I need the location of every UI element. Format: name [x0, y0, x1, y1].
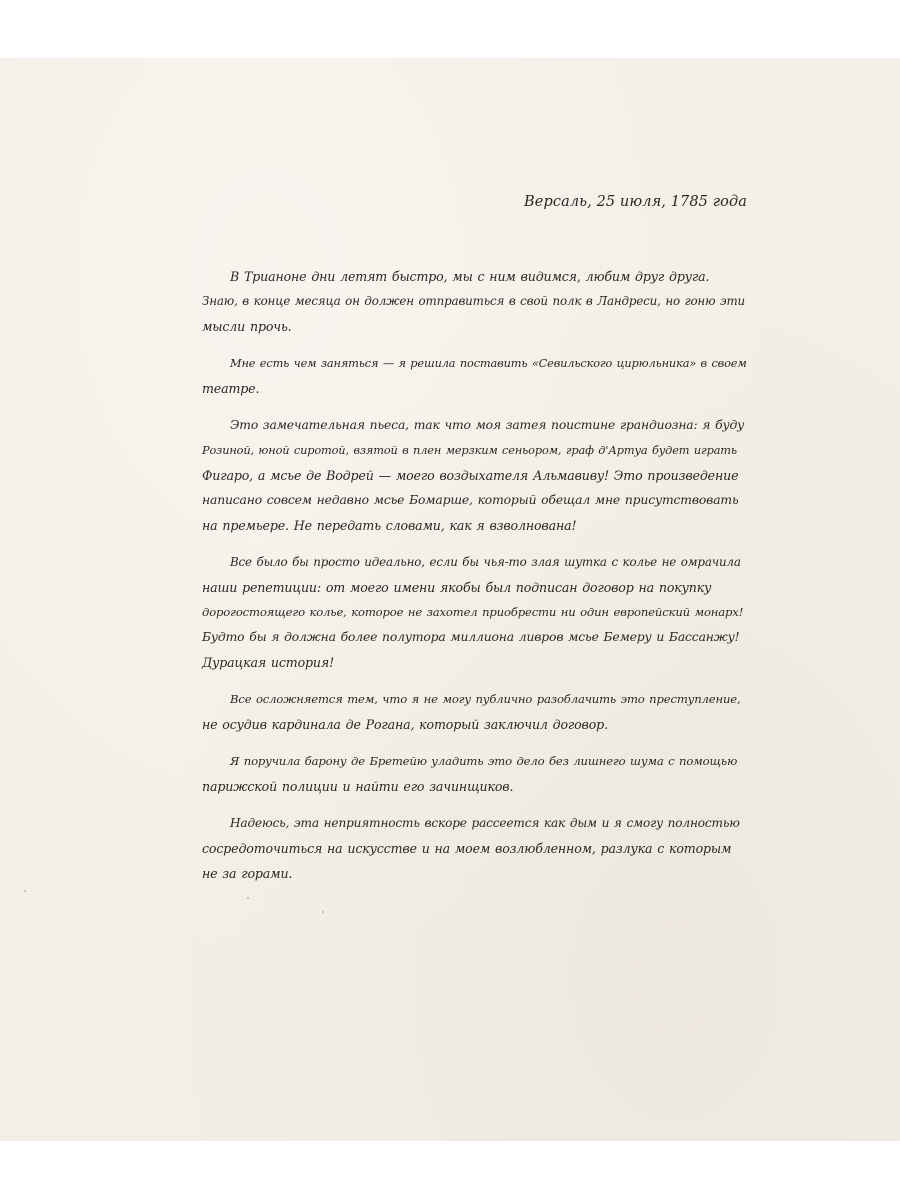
paragraph	[202, 413, 747, 538]
text-line: Фигаро, а мсье де Водрей — моего воздыхателя Альмавиву! Это произведение	[202, 468, 739, 483]
text-line: мысли прочь.	[202, 319, 292, 334]
paragraph	[202, 687, 747, 737]
text-line: Дурацкая история!	[202, 655, 334, 670]
letter-dateline: Версаль, 25 июля, 1785 года	[524, 194, 747, 210]
paper-speck	[322, 911, 324, 913]
letter-body	[202, 264, 747, 898]
paragraph	[202, 550, 747, 675]
text-line: В Трианоне дни летят быстро, мы с ним видимся, любим друг друга.	[230, 269, 710, 284]
text-line: парижской полиции и найти его зачинщиков.	[202, 779, 514, 794]
text-line: наши репетиции: от моего имени якобы был подписан договор на покупку	[202, 580, 712, 595]
text-line: написано совсем недавно мсье Бомарше, который обещал мне присутствовать	[202, 493, 739, 507]
paragraph	[202, 351, 747, 401]
text-line: сосредоточиться на искусстве и на моем возлюбленном, разлука с которым	[202, 841, 732, 856]
paragraph	[202, 264, 747, 339]
text-line: не за горами.	[202, 866, 293, 881]
paragraph	[202, 811, 747, 886]
text-line: Знаю, в конце месяца он должен отправиться в свой полк в Ландреси, но гоню эти	[202, 294, 746, 308]
paragraph	[202, 749, 747, 799]
text-line: Мне есть чем заняться — я решила поставить «Севильского цирюльника» в своем	[230, 356, 747, 370]
text-line: на премьере. Не передать словами, как я взволнована!	[202, 518, 577, 533]
text-line: театре.	[202, 381, 260, 396]
text-line: дорогостоящего колье, которое не захотел приобрести ни один европейский монарх!	[202, 605, 744, 619]
text-line: Розиной, юной сиротой, взятой в плен мерзким сеньором, граф д'Артуа будет играть	[202, 443, 737, 457]
text-line: Все было бы просто идеально, если бы чья-то злая шутка с колье не омрачила	[230, 555, 741, 569]
text-line: Будто бы я должна более полутора миллиона ливров мсье Бемеру и Бассанжу!	[202, 630, 740, 644]
paper-sheet	[0, 58, 900, 1141]
text-line: Я поручила барону де Бретейю уладить это дело без лишнего шума с помощью	[230, 754, 738, 768]
paper-speck	[24, 890, 26, 892]
text-line: Это замечательная пьеса, так что моя затея поистине грандиозна: я буду	[230, 418, 745, 432]
text-line: Надеюсь, эта неприятность вскоре рассеется как дым и я смогу полностью	[230, 816, 740, 830]
text-line: не осудив кардинала де Рогана, который заключил договор.	[202, 717, 608, 732]
text-line: Все осложняется тем, что я не могу публично разоблачить это преступление,	[230, 692, 741, 706]
